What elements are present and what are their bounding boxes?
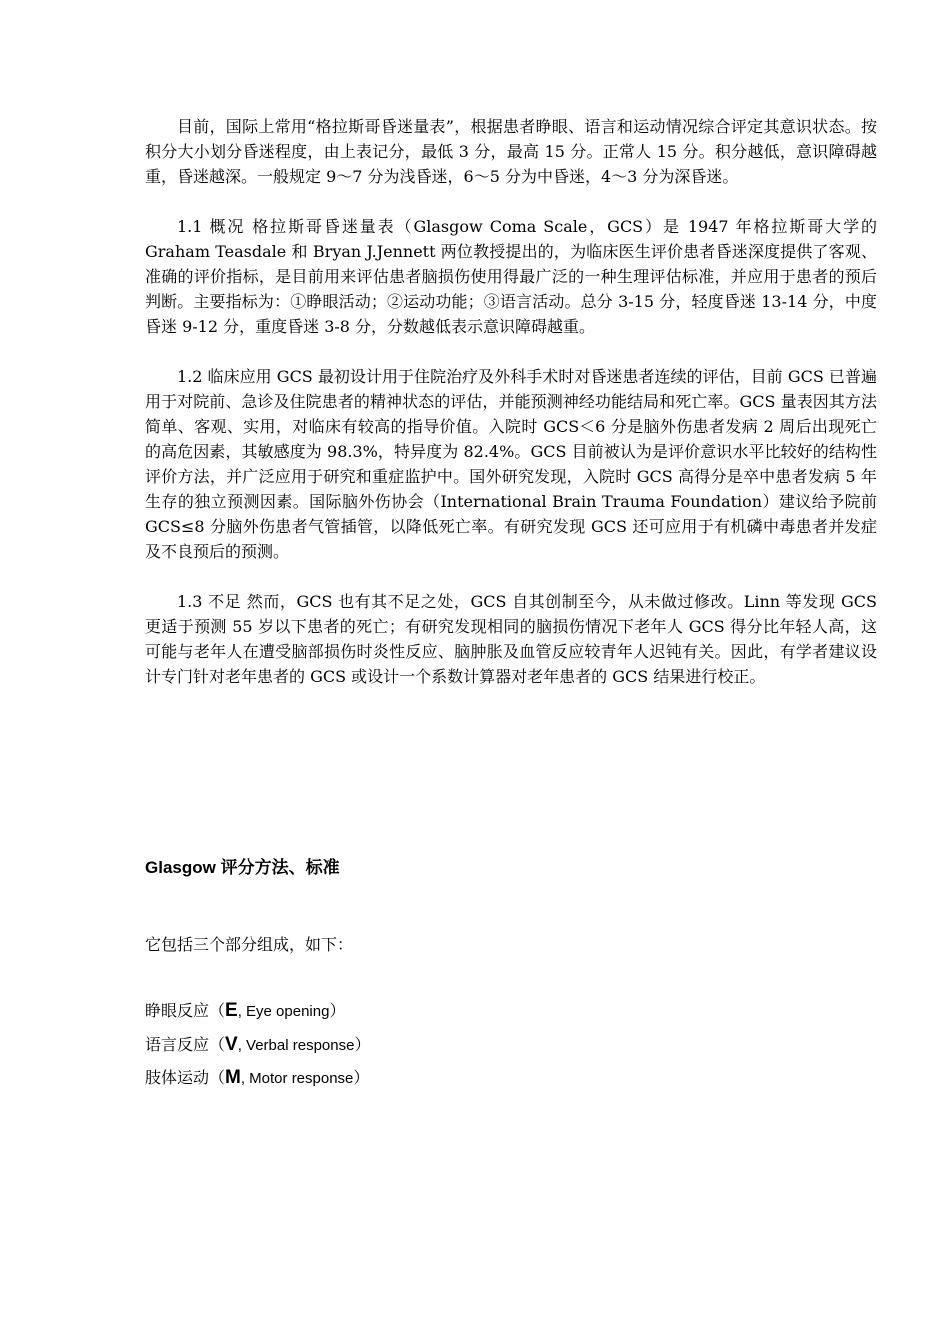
gcs-components-list	[145, 998, 370, 1099]
paragraph-gap	[145, 189, 877, 214]
section-intro: 它包括三个部分组成，如下：	[145, 935, 354, 954]
component-english-label: , Eye opening	[237, 1003, 330, 1020]
component-letter: E	[225, 1000, 238, 1021]
component-chinese-label: 睁眼反应（	[145, 1001, 226, 1020]
paragraph-gap	[145, 564, 877, 589]
component-chinese-label: 肢体运动（	[145, 1068, 226, 1087]
component-close-paren: ）	[354, 1034, 371, 1054]
document-body	[145, 114, 877, 689]
list-item-verbal-response	[145, 1032, 370, 1066]
paragraph-1-1-overview: 1.1 概况 格拉斯哥昏迷量表（Glasgow Coma Scale，GCS）是 1947 年格拉斯哥大学的 Graham Teasdale 和 Bryan J.Jennett 两位教授提出的，为临床医生评价患者昏迷深度提供了客观、准确的评价指标，是目前用来评估患者脑损伤使用得最广泛的一种生理评估标准，并应用于患者的预后判断。主要指标为：①睁眼活动；②运动功能；③语言活动。总分 3-15 分，轻度昏迷 13-14 分，中度昏迷 9-12 分，重度昏迷 3-8 分，分数越低表示意识障碍越重。	[145, 217, 877, 336]
component-close-paren: ）	[353, 1068, 370, 1087]
section-heading: Glasgow 评分方法、标准	[145, 858, 340, 877]
paragraph-gcs-overview: 目前，国际上常用“格拉斯哥昏迷量表”，根据患者睁眼、语言和运动情况综合评定其意识状态。按积分大小划分昏迷程度，由上表记分，最低 3 分，最高 15 分。正常人 15 分。积分越低，意识障碍越重，昏迷越深。一般规定 9～7 分为浅昏迷，6～5 分为中昏迷，4～3 分为深昏迷。	[145, 117, 877, 186]
paragraph-1-3-limitations: 1.3 不足 然而，GCS 也有其不足之处，GCS 自其创制至今，从未做过修改。Linn 等发现 GCS 更适于预测 55 岁以下患者的死亡；有研究发现相同的脑损伤情况下老年人 GCS 得分比年轻人高，这可能与老年人在遭受脑部损伤时炎性反应、脑肿胀及血管反应较青年人迟钝有关。因此，有学者建议设计专门针对老年患者的 GCS 或设计一个系数计算器对老年患者的 GCS 结果进行校正。	[145, 592, 877, 686]
component-chinese-label: 语言反应（	[145, 1034, 226, 1054]
paragraph-1-2-clinical-use: 1.2 临床应用 GCS 最初设计用于住院治疗及外科手术时对昏迷患者连续的评估，目前 GCS 已普遍用于对院前、急诊及住院患者的精神状态的评估，并能预测神经功能结局和死亡率。GCS 量表因其方法简单、客观、实用，对临床有较高的指导价值。入院时 GCS＜6 分是脑外伤患者发病 2 周后出现死亡的高危因素，其敏感度为 98.3%，特异度为 82.4%。GCS 目前被认为是评价意识水平比较好的结构性评价方法，并广泛应用于研究和重症监护中。国外研究发现，入院时 GCS 高得分是卒中患者发病 5 年生存的独立预测因素。国际脑外伤协会（International Brain Trauma Foundation）建议给予院前 GCS≤8 分脑外伤患者气管插管，以降低死亡率。有研究发现 GCS 还可应用于有机磷中毒患者并发症及不良预后的预测。	[145, 367, 877, 561]
component-letter: V	[225, 1033, 238, 1055]
component-english-label: , Verbal response	[237, 1036, 355, 1054]
list-item-eye-opening	[145, 998, 370, 1032]
component-english-label: , Motor response	[240, 1070, 354, 1087]
component-letter: M	[225, 1067, 241, 1088]
paragraph-gap	[145, 339, 877, 364]
list-item-motor-response	[145, 1065, 370, 1099]
component-close-paren: ）	[329, 1001, 346, 1020]
